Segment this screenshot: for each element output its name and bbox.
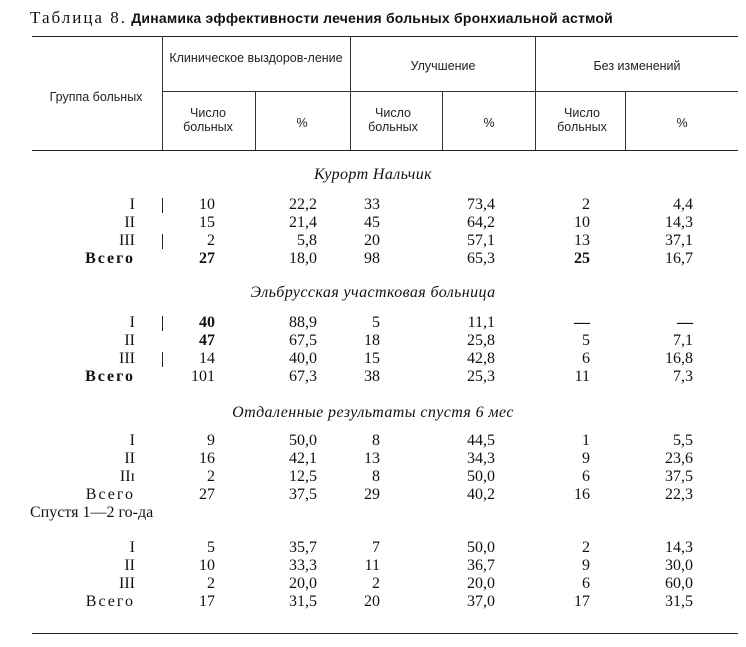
table-row bbox=[0, 232, 746, 250]
group-cell: II bbox=[124, 557, 135, 574]
cell: 57,1 bbox=[467, 232, 495, 249]
cell: 18 bbox=[364, 332, 380, 349]
cell: 5,5 bbox=[673, 432, 693, 449]
cell: 8 bbox=[372, 468, 380, 485]
cell: 5,8 bbox=[297, 232, 317, 249]
cell: 20,0 bbox=[289, 575, 317, 592]
cell: 2 bbox=[582, 196, 590, 213]
cell: 16 bbox=[199, 450, 215, 467]
cell: 47 bbox=[199, 332, 215, 349]
header-bottom-rule bbox=[32, 150, 738, 151]
cell: 7,1 bbox=[673, 332, 693, 349]
cell: 16,7 bbox=[665, 250, 693, 267]
cell: 37,5 bbox=[665, 468, 693, 485]
section-title: Курорт Нальчик bbox=[313, 166, 433, 183]
header-divider bbox=[625, 91, 626, 150]
cell: 22,2 bbox=[289, 196, 317, 213]
group-cell: II bbox=[124, 450, 135, 467]
header-pct: % bbox=[483, 116, 495, 130]
header-pct: % bbox=[676, 116, 688, 130]
cell: 13 bbox=[364, 450, 380, 467]
group-cell: III bbox=[119, 575, 135, 592]
cell: — bbox=[574, 314, 590, 331]
group-cell: I bbox=[129, 432, 135, 449]
group-cell: I bbox=[129, 314, 135, 331]
cell: 27 bbox=[199, 486, 215, 503]
header-clinical-recovery: Клиническое выздоров-ление bbox=[169, 51, 343, 65]
table-number: Таблица 8. bbox=[30, 8, 127, 27]
cell: 29 bbox=[364, 486, 380, 503]
header-group: Группа больных bbox=[49, 90, 143, 104]
table-caption: Динамика эффективности лечения больных бронхиальной астмой bbox=[131, 10, 613, 26]
cell: 16 bbox=[574, 486, 590, 503]
cell: 10 bbox=[574, 214, 590, 231]
cell: 25,3 bbox=[467, 368, 495, 385]
table-row bbox=[0, 432, 746, 450]
cell: 40 bbox=[199, 314, 215, 331]
subsection-label: Спустя 1—2 го-да bbox=[30, 504, 154, 521]
cell: 16,8 bbox=[665, 350, 693, 367]
group-cell: Всего bbox=[85, 250, 135, 267]
header-divider bbox=[255, 91, 256, 150]
cell: 9 bbox=[582, 557, 590, 574]
group-cell: III bbox=[119, 232, 135, 249]
cell: 10 bbox=[199, 196, 215, 213]
table-row-total bbox=[0, 250, 746, 268]
cell: 20 bbox=[364, 593, 380, 610]
group-cell: Всего bbox=[85, 486, 135, 503]
cell: 64,2 bbox=[467, 214, 495, 231]
table-row bbox=[0, 450, 746, 468]
cell: 20 bbox=[364, 232, 380, 249]
cell: 13 bbox=[574, 232, 590, 249]
cell: 2 bbox=[207, 575, 215, 592]
header-mid-rule bbox=[162, 91, 738, 92]
table-title bbox=[30, 8, 740, 28]
cell: 1 bbox=[582, 432, 590, 449]
cell: 50,0 bbox=[467, 468, 495, 485]
section-title: Отдаленные результаты спустя 6 мес bbox=[232, 404, 514, 421]
table-row bbox=[0, 332, 746, 350]
header-improvement: Улучшение bbox=[410, 59, 476, 73]
cell: 2 bbox=[207, 468, 215, 485]
cell: 65,3 bbox=[467, 250, 495, 267]
table-bottom-rule bbox=[32, 633, 738, 634]
cell: 67,3 bbox=[289, 368, 317, 385]
table-row bbox=[0, 350, 746, 368]
cell: 15 bbox=[364, 350, 380, 367]
cell: 35,7 bbox=[289, 539, 317, 556]
cell: 36,7 bbox=[467, 557, 495, 574]
cell: 5 bbox=[582, 332, 590, 349]
cell: 50,0 bbox=[289, 432, 317, 449]
cell: 33 bbox=[364, 196, 380, 213]
header-divider bbox=[442, 91, 443, 150]
cell: 11,1 bbox=[467, 314, 495, 331]
cell: 40,2 bbox=[467, 486, 495, 503]
group-cell: III bbox=[119, 350, 135, 367]
cell: 67,5 bbox=[289, 332, 317, 349]
cell: 30,0 bbox=[665, 557, 693, 574]
cell: 31,5 bbox=[289, 593, 317, 610]
group-cell: II bbox=[124, 214, 135, 231]
table-row bbox=[0, 539, 746, 557]
cell: 23,6 bbox=[665, 450, 693, 467]
cell: 25 bbox=[574, 250, 590, 267]
cell: 33,3 bbox=[289, 557, 317, 574]
cell: 4,4 bbox=[673, 196, 693, 213]
table-row-total bbox=[0, 368, 746, 386]
cell: 40,0 bbox=[289, 350, 317, 367]
table-row bbox=[0, 557, 746, 575]
header-count: Число больных bbox=[368, 106, 418, 134]
cell: 17 bbox=[199, 593, 215, 610]
header-count: Число больных bbox=[183, 106, 233, 134]
cell: 21,4 bbox=[289, 214, 317, 231]
cell: 37,0 bbox=[467, 593, 495, 610]
cell: 6 bbox=[582, 350, 590, 367]
table-row-total bbox=[0, 486, 746, 504]
cell: 31,5 bbox=[665, 593, 693, 610]
cell: 14,3 bbox=[665, 539, 693, 556]
cell: 37,5 bbox=[289, 486, 317, 503]
table-row bbox=[0, 314, 746, 332]
cell: 15 bbox=[199, 214, 215, 231]
cell: 73,4 bbox=[467, 196, 495, 213]
cell: 27 bbox=[199, 250, 215, 267]
cell: 37,1 bbox=[665, 232, 693, 249]
cell: 60,0 bbox=[665, 575, 693, 592]
cell: 20,0 bbox=[467, 575, 495, 592]
cell: 11 bbox=[574, 368, 590, 385]
group-cell: Всего bbox=[85, 593, 135, 610]
cell: 6 bbox=[582, 575, 590, 592]
group-cell: Всего bbox=[85, 368, 135, 385]
cell: 9 bbox=[207, 432, 215, 449]
table-row bbox=[0, 196, 746, 214]
cell: 14 bbox=[199, 350, 215, 367]
cell: 34,3 bbox=[467, 450, 495, 467]
group-cell: IIɪ bbox=[119, 468, 135, 485]
cell: 98 bbox=[364, 250, 380, 267]
cell: 45 bbox=[364, 214, 380, 231]
cell: 8 bbox=[372, 432, 380, 449]
table-row-total bbox=[0, 593, 746, 611]
header-top-rule bbox=[32, 36, 738, 37]
header-no-change: Без изменений bbox=[593, 59, 681, 73]
cell: 22,3 bbox=[665, 486, 693, 503]
cell: 11 bbox=[364, 557, 380, 574]
cell: 6 bbox=[582, 468, 590, 485]
cell: 18,0 bbox=[289, 250, 317, 267]
cell: 5 bbox=[372, 314, 380, 331]
cell: 2 bbox=[582, 539, 590, 556]
cell: 7,3 bbox=[673, 368, 693, 385]
header-count: Число больных bbox=[557, 106, 607, 134]
cell: 50,0 bbox=[467, 539, 495, 556]
cell: 42,1 bbox=[289, 450, 317, 467]
cell: — bbox=[677, 314, 693, 331]
header-divider bbox=[535, 36, 536, 150]
cell: 2 bbox=[372, 575, 380, 592]
group-cell: I bbox=[129, 539, 135, 556]
cell: 44,5 bbox=[467, 432, 495, 449]
cell: 25,8 bbox=[467, 332, 495, 349]
header-divider bbox=[350, 36, 351, 150]
cell: 2 bbox=[207, 232, 215, 249]
cell: 42,8 bbox=[467, 350, 495, 367]
table-row bbox=[0, 575, 746, 593]
cell: 5 bbox=[207, 539, 215, 556]
table-row bbox=[0, 214, 746, 232]
cell: 10 bbox=[199, 557, 215, 574]
table-row bbox=[0, 468, 746, 486]
cell: 7 bbox=[372, 539, 380, 556]
cell: 17 bbox=[574, 593, 590, 610]
cell: 9 bbox=[582, 450, 590, 467]
cell: 101 bbox=[191, 368, 215, 385]
section-title: Эльбрусская участковая больница bbox=[250, 284, 496, 301]
group-cell: I bbox=[129, 196, 135, 213]
group-cell: II bbox=[124, 332, 135, 349]
cell: 38 bbox=[364, 368, 380, 385]
header-pct: % bbox=[296, 116, 308, 130]
header-divider bbox=[162, 36, 163, 150]
cell: 14,3 bbox=[665, 214, 693, 231]
cell: 88,9 bbox=[289, 314, 317, 331]
cell: 12,5 bbox=[289, 468, 317, 485]
